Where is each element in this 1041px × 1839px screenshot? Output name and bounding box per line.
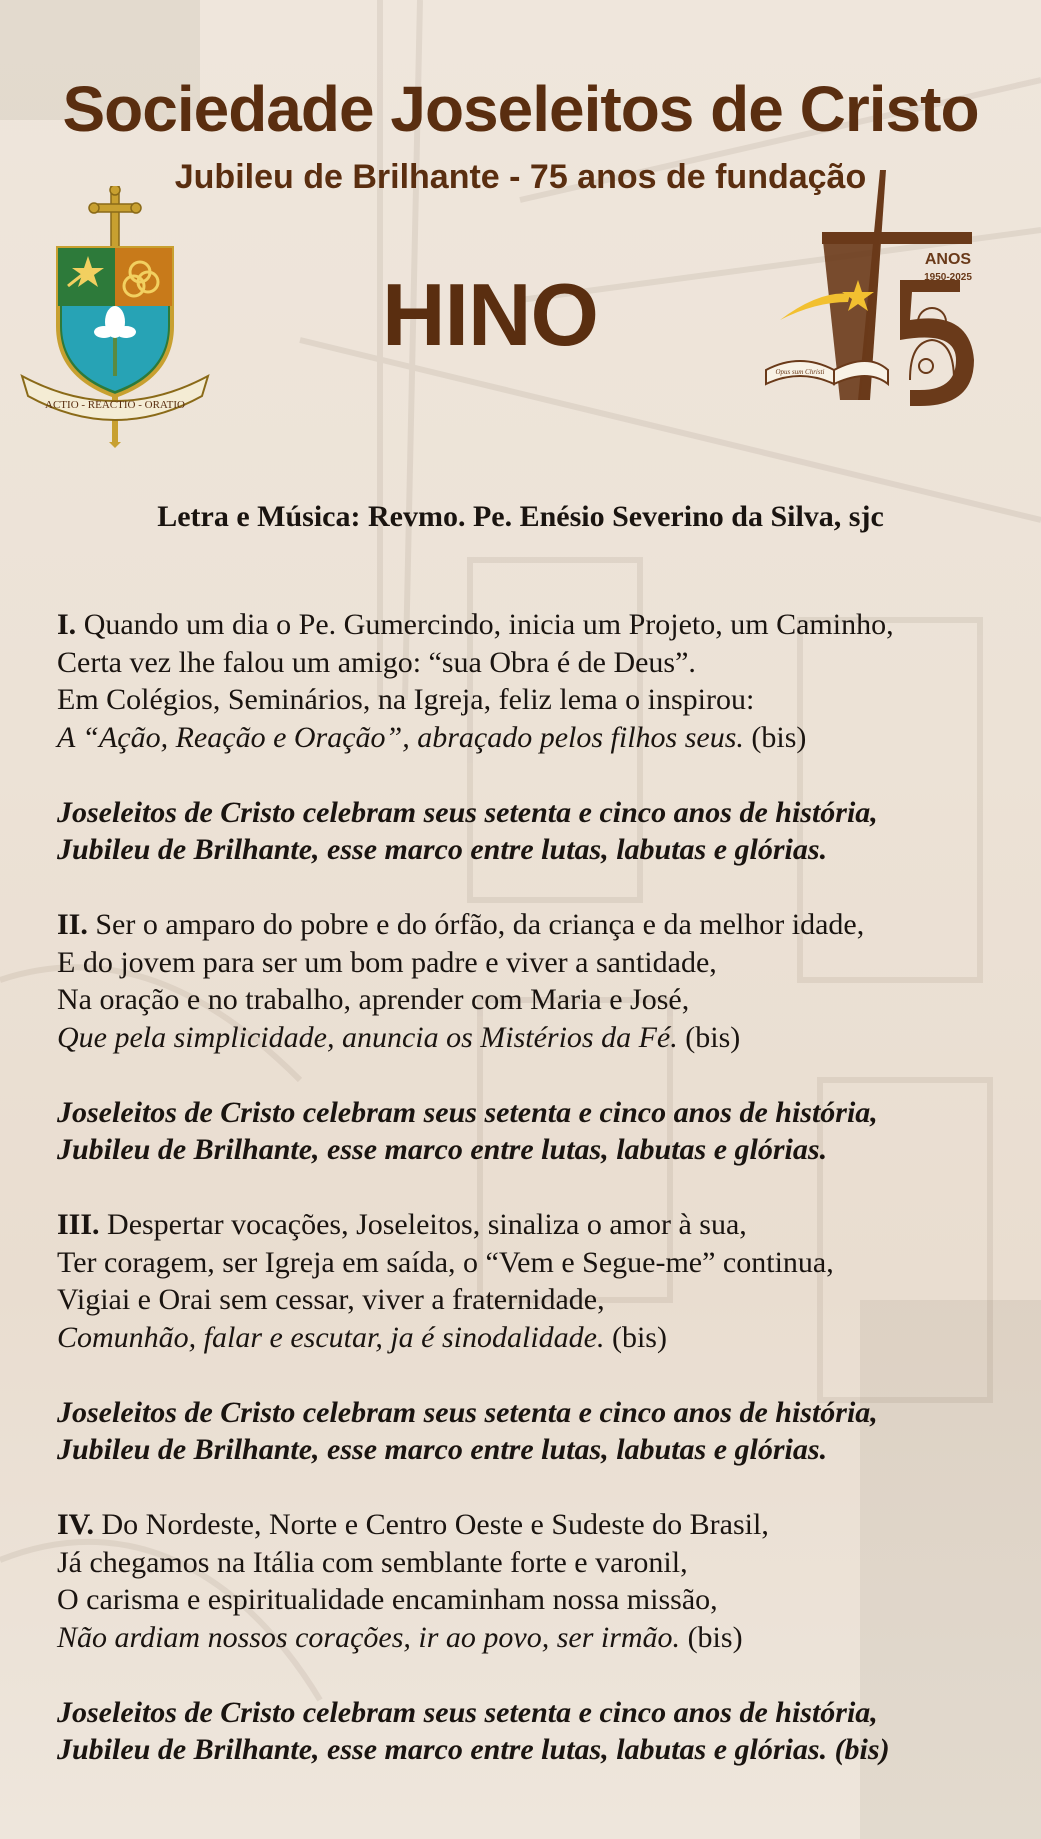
stanza-3 bbox=[57, 1206, 1017, 1356]
chorus-line: Joseleitos de Cristo celebram seus setenta e cinco anos de história, bbox=[57, 1695, 878, 1729]
stanza-line: O carisma e espiritualidade encaminham nossa missão, bbox=[57, 1583, 718, 1616]
book-inscription: Opus sum Christi bbox=[775, 368, 825, 376]
cross-icon bbox=[89, 186, 141, 248]
chorus-1 bbox=[57, 794, 1017, 869]
chorus-line: Jubileu de Brilhante, esse marco entre lutas, labutas e glórias. bbox=[57, 833, 828, 866]
chorus-line: Jubileu de Brilhante, esse marco entre lutas, labutas e glórias. bbox=[57, 1133, 828, 1166]
bis-marker: (bis) bbox=[611, 1320, 667, 1354]
stanza-line: Na oração e no trabalho, aprender com Maria e José, bbox=[57, 983, 690, 1016]
stanza-number: IV. bbox=[57, 1508, 94, 1541]
bis-marker: (bis) bbox=[687, 1620, 743, 1654]
stanza-italic-line: Que pela simplicidade, anuncia os Mistérios da Fé. bbox=[57, 1020, 678, 1054]
hymn-lyrics bbox=[57, 606, 1017, 1806]
chorus-line: Jubileu de Brilhante, esse marco entre lutas, labutas e glórias. (bis) bbox=[57, 1733, 890, 1766]
stanza-line-text: Despertar vocações, Joseleitos, sinaliza o amor à sua, bbox=[107, 1208, 747, 1241]
bis-marker: (bis) bbox=[685, 1020, 741, 1054]
chorus-3 bbox=[57, 1394, 1017, 1469]
chorus-line: Joseleitos de Cristo celebram seus setenta e cinco anos de história, bbox=[57, 1395, 878, 1429]
stanza-line bbox=[57, 606, 1017, 644]
author-credit: Letra e Música: Revmo. Pe. Enésio Severino da Silva, sjc bbox=[157, 500, 884, 533]
stanza-line: Ter coragem, ser Igreja em saída, o “Vem e Segue-me” continua, bbox=[57, 1245, 834, 1279]
crest-motto: ACTIO - REACTIO - ORATIO bbox=[45, 399, 185, 411]
stanza-italic-line: Não ardiam nossos corações, ir ao povo, ser irmão. bbox=[57, 1620, 681, 1654]
jubilee-subtitle: Jubileu de Brilhante - 75 anos de fundação bbox=[174, 158, 867, 196]
chorus-2 bbox=[57, 1094, 1017, 1169]
society-crest-emblem bbox=[20, 186, 210, 448]
stanza-line-text: Ser o amparo do pobre e do órfão, da criança e da melhor idade, bbox=[95, 908, 865, 941]
chorus-line: Jubileu de Brilhante, esse marco entre lutas, labutas e glórias. bbox=[57, 1433, 828, 1466]
stanza-line bbox=[57, 1506, 1017, 1544]
stanza-line: Vigiai e Orai sem cessar, viver a fraternidade, bbox=[57, 1283, 605, 1316]
jubilee-75-logo bbox=[760, 170, 1000, 410]
chorus-4 bbox=[57, 1694, 1017, 1769]
bis-marker: (bis) bbox=[751, 720, 807, 754]
stanza-line bbox=[57, 1206, 1017, 1244]
stanza-line-text: Do Nordeste, Norte e Centro Oeste e Sudeste do Brasil, bbox=[101, 1508, 769, 1541]
chorus-line: Joseleitos de Cristo celebram seus setenta e cinco anos de história, bbox=[57, 1095, 878, 1129]
stanza-4 bbox=[57, 1506, 1017, 1656]
jubilee-anos-label: ANOS bbox=[924, 251, 972, 268]
jubilee-years-label: 1950-2025 bbox=[924, 272, 972, 283]
stanza-number: I. bbox=[57, 608, 77, 641]
stanza-2 bbox=[57, 906, 1017, 1056]
stanza-line bbox=[57, 1619, 1017, 1657]
stanza-line: E do jovem para ser um bom padre e viver a santidade, bbox=[57, 945, 717, 979]
stanza-line bbox=[57, 1019, 1017, 1057]
stanza-line: Em Colégios, Seminários, na Igreja, feliz lema o inspirou: bbox=[57, 683, 755, 716]
stanza-number: III. bbox=[57, 1208, 100, 1241]
stanza-line bbox=[57, 719, 1017, 757]
stanza-italic-line: A “Ação, Reação e Oração”, abraçado pelos filhos seus. bbox=[57, 720, 744, 754]
stanza-1 bbox=[57, 606, 1017, 756]
stanza-italic-line: Comunhão, falar e escutar, ja é sinodalidade. bbox=[57, 1320, 605, 1354]
stanza-line: Já chegamos na Itália com semblante forte e varonil, bbox=[57, 1545, 688, 1579]
stanza-line bbox=[57, 1319, 1017, 1357]
society-title: Sociedade Joseleitos de Cristo bbox=[62, 73, 979, 145]
stanza-line-text: Quando um dia o Pe. Gumercindo, inicia um Projeto, um Caminho, bbox=[83, 608, 894, 641]
stanza-line bbox=[57, 906, 1017, 944]
chorus-line: Joseleitos de Cristo celebram seus setenta e cinco anos de história, bbox=[57, 795, 878, 829]
stanza-line: Certa vez lhe falou um amigo: “sua Obra é de Deus”. bbox=[57, 645, 696, 679]
stanza-number: II. bbox=[57, 908, 88, 941]
hino-heading: HINO bbox=[382, 265, 598, 364]
